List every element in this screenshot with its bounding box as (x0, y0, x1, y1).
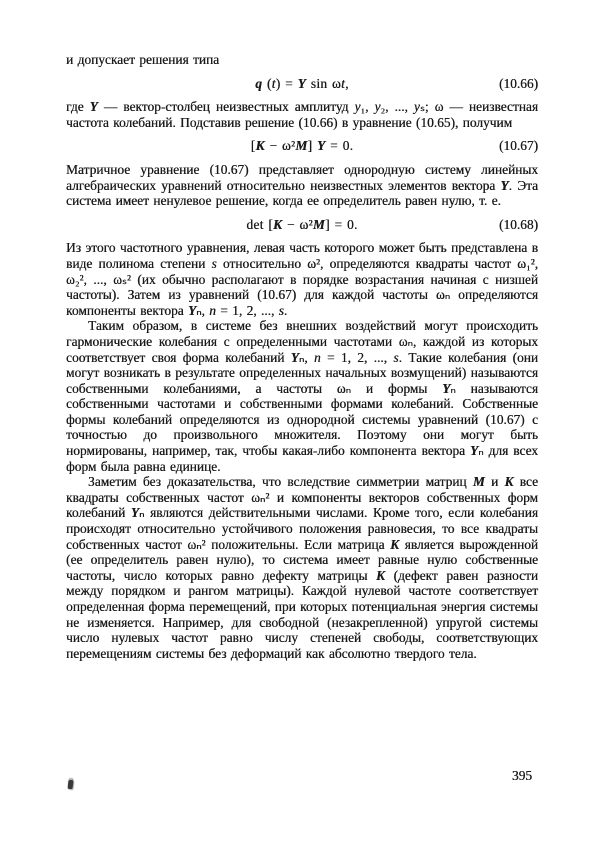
equation-number: (10.66) (498, 75, 538, 91)
math-symbol: K (504, 474, 514, 490)
paragraph (66, 52, 538, 68)
text-run: где (66, 99, 90, 115)
text-run: и допускает решения типа (66, 52, 220, 67)
paragraph (66, 162, 538, 209)
text-run: ₙ, (196, 302, 210, 318)
text-run: = 1, 2, ..., (215, 302, 279, 318)
text-run: (дефект равен разности между порядком и рангом матрицы). Каждой нулевой частоте соответствует определенная форма перемещений, при которых потенциальная энергия системы не изменяется. Например, для свободной (незакрепленной) упругой системы число нулевых частот равно числу степеней свободы, соответствующих перемещениям системы без деформаций как абсолютно твердого тела. (66, 567, 538, 661)
math-symbol: K (273, 216, 283, 232)
text-run: − ω² (264, 138, 296, 154)
text-run: ₁, (360, 99, 375, 115)
math-symbol: Y (187, 302, 197, 318)
text-run: ] = 0. (325, 216, 358, 232)
math-symbol: t (271, 75, 276, 91)
math-symbol: n (209, 302, 216, 318)
text-run: ₙ называются собственными частотами и собственными формами колебаний. Собственные формы колебаний определяются из однородной системы уравнений (10.67) с точностью до произвольного множителя. Поэтому они могут быть нормированы, например, так, чтобы какая-либо компонента вектора (66, 380, 538, 459)
math-symbol: K (255, 138, 265, 154)
math-symbol: M (295, 138, 308, 154)
page-number: 395 (511, 768, 532, 783)
text-run: ₙ для всех форм была равна единице. (66, 443, 538, 474)
text-run: . Эта система имеет ненулевое решение, когда ее определитель равен нулю, т. е. (66, 177, 538, 209)
text-run: является вырожденной (ее определитель равен нулю), то система имеет равные нулю собственные частоты, число которых равно дефекту матрицы (66, 536, 539, 583)
text-run: ₙ являются действительными числами. Кроме того, если колебания происходят относительно устойчивого положения равновесия, то все квадраты собственных частот ωₙ² положительны. Если матрица (66, 505, 538, 552)
paragraph (66, 240, 538, 318)
text-run: = 1, 2, ..., (320, 349, 394, 365)
math-symbol: y (374, 99, 381, 115)
equation (66, 217, 538, 233)
text-run: . Такие колебания (они могут возникать в результате определенных начальных возмущений) называются собственными колебаниями, а частоты ωₙ и формы (66, 349, 539, 396)
equation (66, 138, 538, 154)
text-run: ₙ, (298, 349, 314, 365)
math-symbol: M (312, 216, 326, 232)
math-symbol: q (255, 75, 263, 91)
math-symbol: Y (470, 443, 479, 459)
math-symbol: K (390, 536, 400, 552)
text-run: Таким образом, в системе без внешних воздействий могут происходить гармонические колебания с определенными частотами ωₙ, каждой из которых соответствует своя форма колебаний (66, 318, 538, 365)
math-symbol: n (313, 349, 321, 365)
text-run: и (484, 474, 505, 490)
text-run: [ (250, 138, 256, 154)
equation-number: (10.67) (498, 138, 538, 154)
text-run: = 0. (325, 138, 354, 154)
math-symbol: Y (442, 380, 451, 396)
math-symbol: y (354, 99, 361, 115)
text-run: Матричное уравнение (10.67) представляет однородную систему линейных алгебраических уравнений относительно неизвестных элементов вектора (66, 161, 538, 193)
text-run: ₂, ..., (380, 99, 414, 115)
math-symbol: s (393, 349, 399, 365)
math-symbol: Y (316, 138, 326, 154)
paragraph (66, 318, 538, 474)
equation (66, 76, 538, 92)
math-symbol: t (341, 75, 346, 91)
math-symbol: K (376, 567, 385, 583)
page-text-column (66, 52, 538, 661)
text-run: det [ (246, 216, 274, 232)
equation-number: (10.68) (498, 216, 538, 232)
text-run: ( (262, 75, 272, 91)
text-run: sin ω (306, 75, 342, 91)
equation-formula (251, 138, 354, 153)
paragraph (66, 474, 538, 661)
math-symbol: Y (89, 99, 98, 115)
math-symbol: Y (297, 75, 307, 91)
text-run: , (345, 75, 349, 91)
math-symbol: s (278, 302, 284, 318)
math-symbol: s (211, 255, 217, 271)
text-run: ] (307, 138, 317, 154)
text-run: все квадраты собственных частот ωₙ² и компоненты векторов собственных форм колебаний (66, 474, 538, 521)
math-symbol: Y (130, 505, 140, 521)
text-run: — вектор-столбец неизвестных амплитуд (97, 99, 355, 115)
math-symbol: y (413, 99, 420, 115)
text-run: относительно ω², определяются квадраты частот ω₁², ω₂², ..., ωₛ² (их обычно располагают в порядке возрастания начиная с низшей частоты). Затем из уравнений (10.67) для каждой частоты ωₙ определяются компоненты вектора (66, 255, 539, 318)
text-run: ) = (275, 75, 298, 91)
text-run: − ω² (282, 216, 313, 232)
equation-formula (246, 217, 357, 232)
text-run: Из этого частотного уравнения, левая часть которого может быть представлена в виде полинома степени (66, 240, 538, 271)
text-run: Заметим без доказательства, что вследствие симметрии матриц (88, 474, 473, 490)
paragraph (66, 99, 538, 130)
math-symbol: Y (500, 177, 509, 193)
equation-formula (255, 76, 348, 91)
text-run: ₛ; ω — неизвестная частота колебаний. Подставив решение (10.66) в уравнение (10.65), получим (66, 99, 538, 130)
math-symbol: M (472, 474, 485, 490)
math-symbol: Y (290, 349, 299, 365)
ink-speck-artifact (68, 780, 74, 789)
text-run: . (283, 302, 288, 318)
